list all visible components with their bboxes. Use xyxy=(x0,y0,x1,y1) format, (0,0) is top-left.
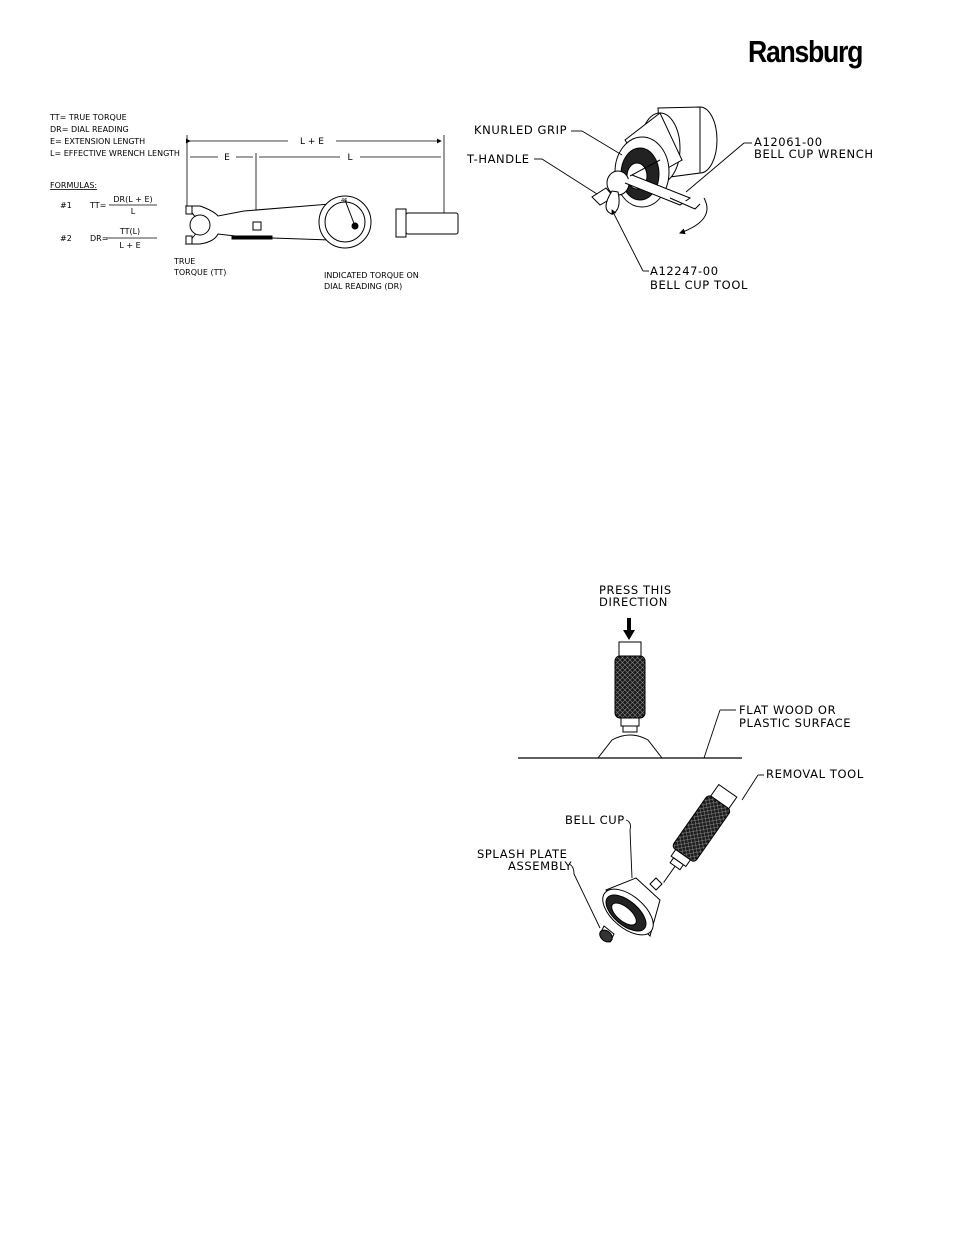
formula-1 xyxy=(60,195,157,216)
label-surface-line1: FLAT WOOD OR xyxy=(739,703,837,717)
bell-cup-wrench-drawing xyxy=(592,107,717,233)
formula1-lhs: TT= xyxy=(90,201,107,210)
surface-leader xyxy=(704,710,736,758)
formula2-numerator: TT(L) xyxy=(119,227,141,236)
press-arrow-icon xyxy=(623,618,635,640)
dim-l-label: L xyxy=(347,153,353,163)
removal-tool-drawing xyxy=(595,783,740,944)
label-splash-line1: SPLASH PLATE xyxy=(477,847,568,861)
label-press-line1: PRESS THIS xyxy=(599,583,672,597)
indicated-line1: INDICATED TORQUE ON xyxy=(324,271,419,280)
label-tool-part: A12247-00 xyxy=(650,264,719,278)
label-splash-line2: ASSEMBLY xyxy=(508,859,573,873)
svg-text:46: 46 xyxy=(341,198,348,204)
legend-dr: DR= DIAL READING xyxy=(50,125,129,134)
formula1-numerator: DR(L + E) xyxy=(113,195,153,204)
legend-e: E= EXTENSION LENGTH xyxy=(50,137,146,146)
formula2-lhs: DR= xyxy=(90,234,109,243)
label-tool-name: BELL CUP TOOL xyxy=(650,278,748,292)
formula2-number: #2 xyxy=(60,234,72,243)
label-removal-tool: REMOVAL TOOL xyxy=(766,767,864,781)
label-knurled-grip: KNURLED GRIP xyxy=(474,123,568,137)
legend-l: L= EFFECTIVE WRENCH LENGTH xyxy=(50,149,180,158)
indicated-line2: DIAL READING (DR) xyxy=(324,282,403,291)
formula2-denominator: L + E xyxy=(119,241,141,250)
brand-logo: Ransburg xyxy=(748,34,863,69)
removal-tool-vertical xyxy=(598,642,662,758)
label-t-handle: T-HANDLE xyxy=(467,152,530,166)
true-torque-line2: TORQUE (TT) xyxy=(174,268,227,277)
true-torque-line1: TRUE xyxy=(174,257,196,266)
dimension-lines xyxy=(187,135,444,215)
formula-2 xyxy=(60,227,157,250)
formula1-denominator: L xyxy=(130,207,136,216)
torque-wrench-drawing xyxy=(186,196,458,248)
label-surface-line2: PLASTIC SURFACE xyxy=(739,716,852,730)
formulas-label: FORMULAS: xyxy=(50,181,98,190)
dim-e-label: E xyxy=(224,153,230,163)
label-bell-cup: BELL CUP xyxy=(565,813,625,827)
legend-tt: TT= TRUE TORQUE xyxy=(50,113,127,122)
torque-legend xyxy=(49,113,180,190)
dim-total-label: L + E xyxy=(300,137,324,147)
label-press-line2: DIRECTION xyxy=(599,595,669,609)
formula1-number: #1 xyxy=(60,201,72,210)
label-wrench-part: A12061-00 xyxy=(754,135,823,149)
label-wrench-name: BELL CUP WRENCH xyxy=(754,147,874,161)
